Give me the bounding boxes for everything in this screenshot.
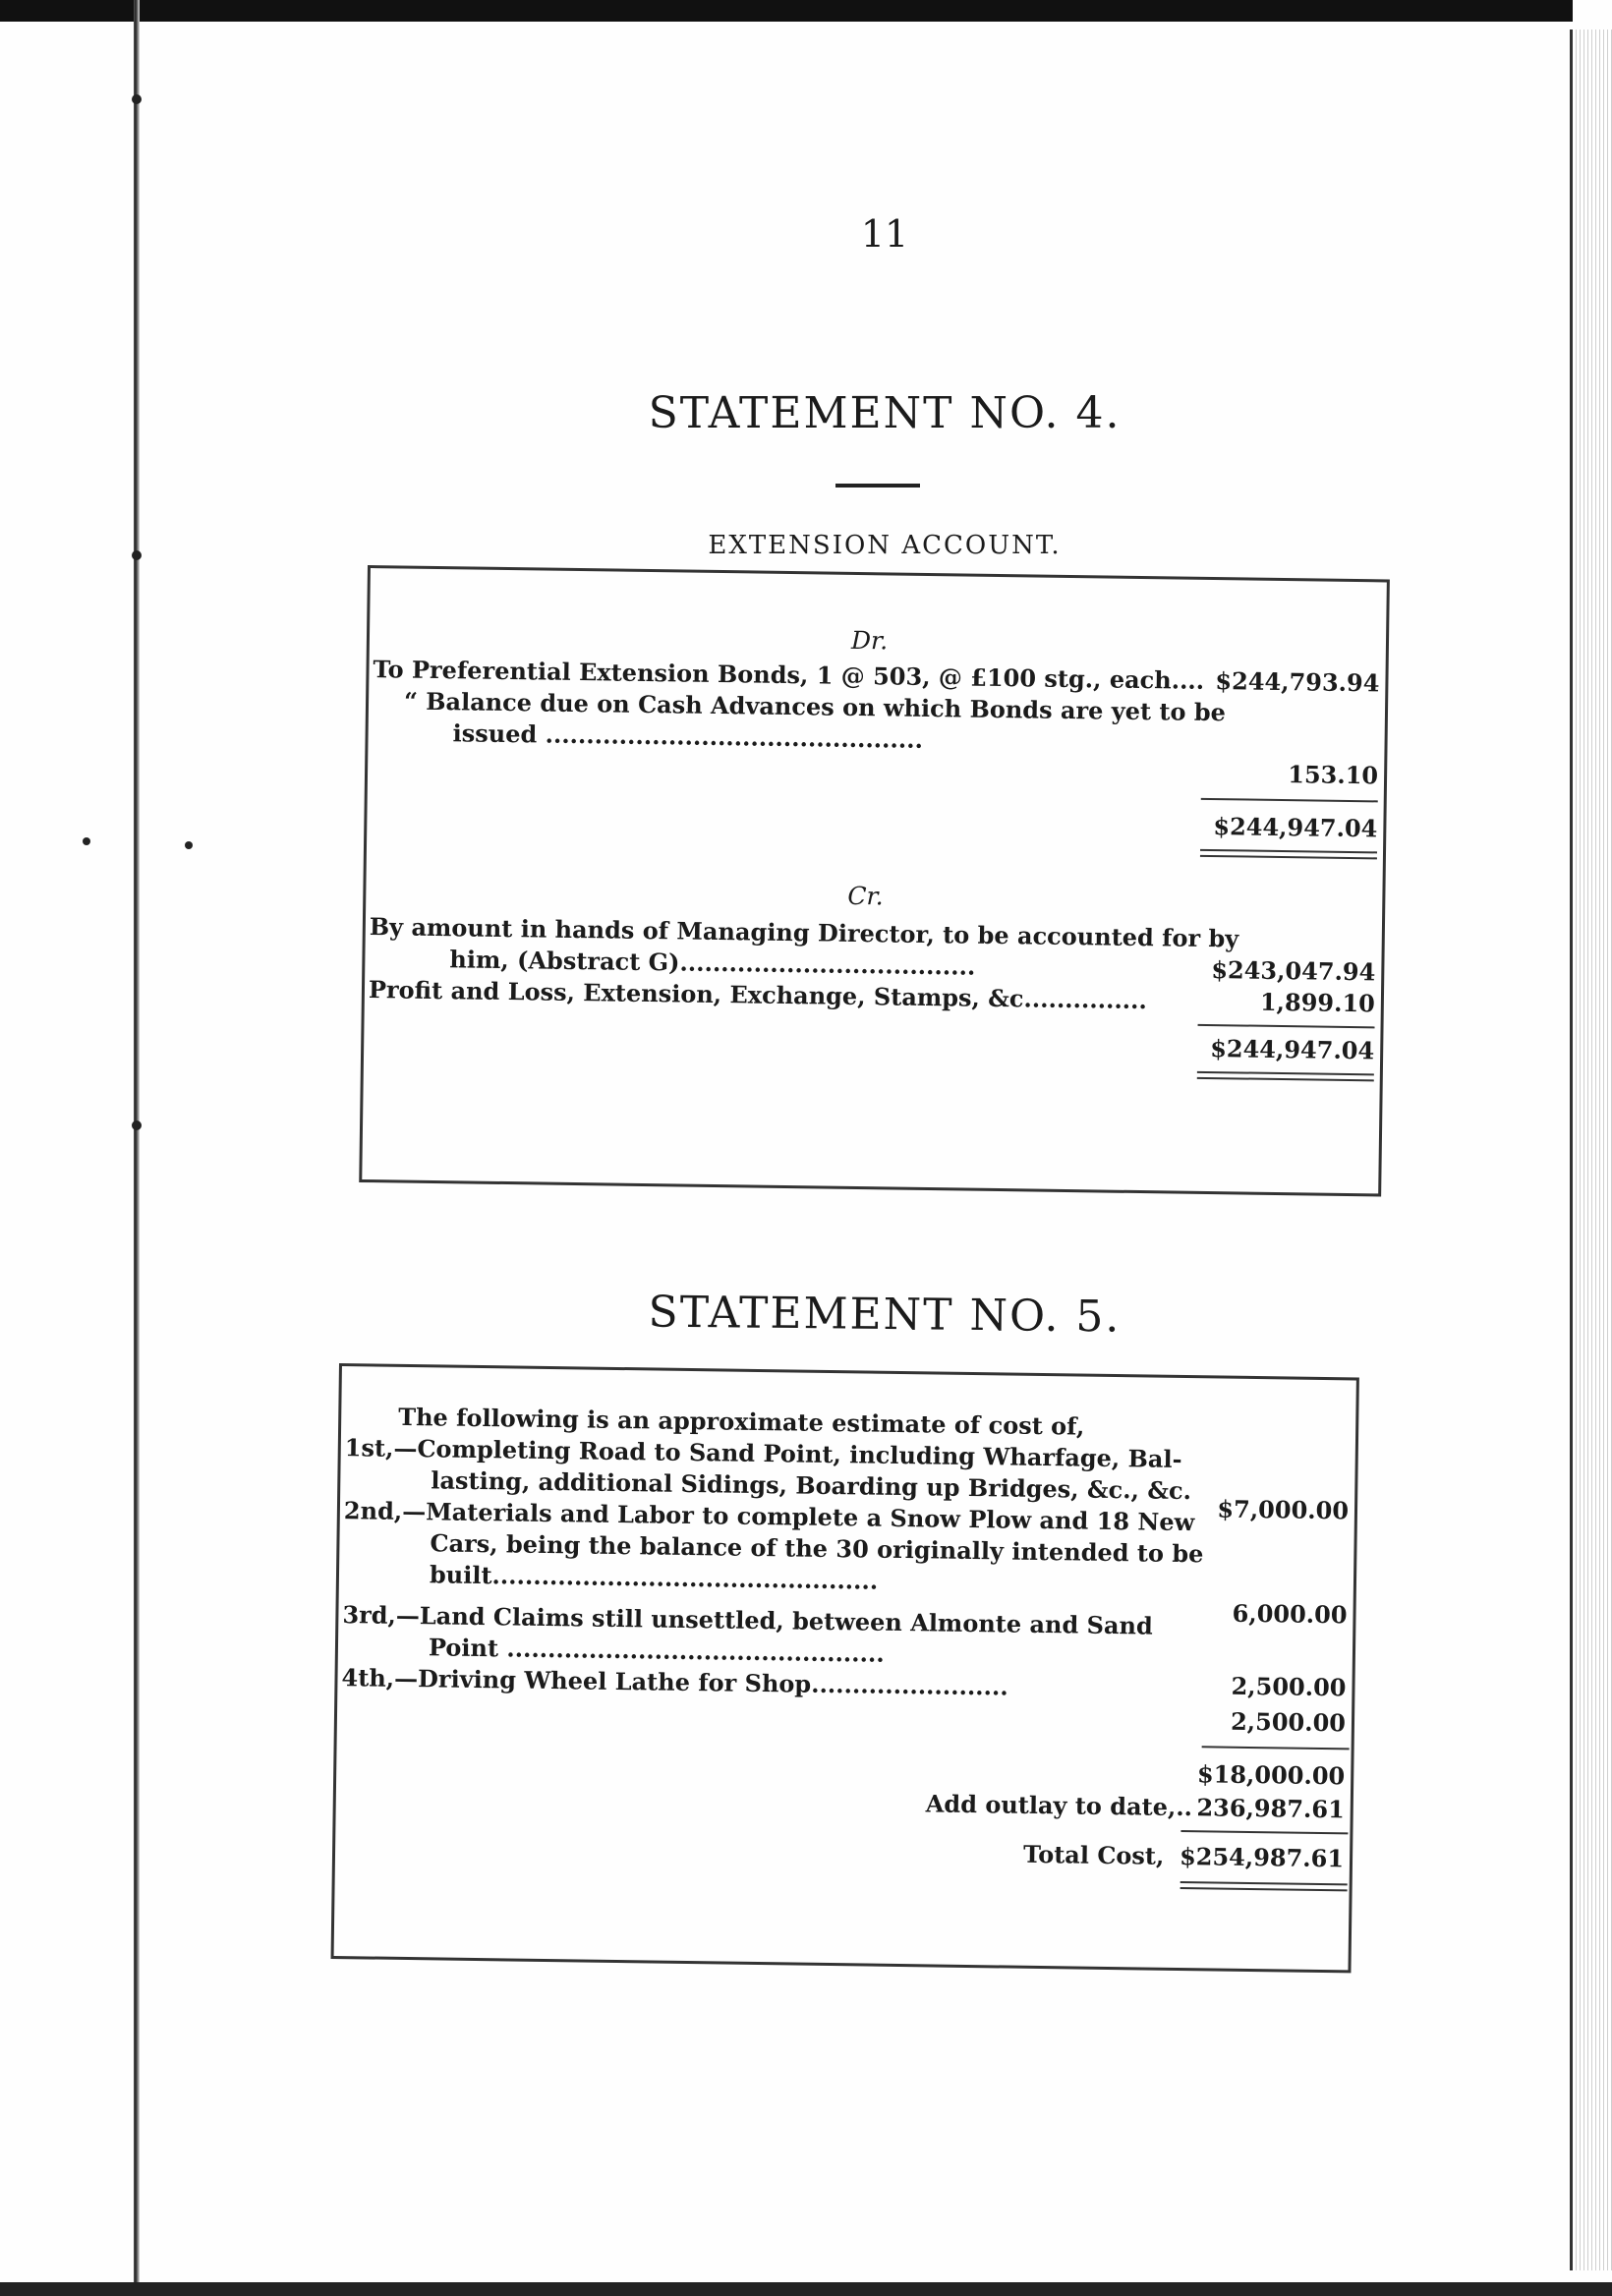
statement-4-title: STATEMENT NO. 4.	[648, 388, 1122, 438]
item-3b: Point ..............................................	[428, 1633, 885, 1668]
item-4: 4th,—Driving Wheel Lathe for Shop........................	[341, 1663, 1008, 1701]
page-number: 11	[860, 212, 909, 256]
dr-sum-rule	[1201, 798, 1378, 803]
scan-mark	[132, 1120, 142, 1130]
total-label: Total Cost,	[1022, 1839, 1165, 1870]
total-amount: $254,987.61	[1179, 1841, 1345, 1873]
cr-label: Cr.	[847, 881, 884, 911]
item-2c: built...............................................	[429, 1560, 879, 1595]
amount-2: 6,000.00	[1232, 1598, 1348, 1630]
item-2b: Cars, being the balance of the 30 originally intended to be	[430, 1528, 1204, 1569]
dr-label: Dr.	[850, 625, 889, 656]
dr-amount-2: 153.10	[1288, 760, 1379, 790]
subtotal: $18,000.00	[1196, 1759, 1346, 1791]
amount-4: 2,500.00	[1230, 1706, 1347, 1738]
item-1a: 1st,—Completing Road to Sand Point, including Wharfage, Bal-	[344, 1433, 1182, 1473]
total-double-rule	[1180, 1881, 1348, 1885]
dr-total-rule	[1200, 849, 1377, 854]
estimate-intro: The following is an approximate estimate of cost of,	[398, 1402, 1085, 1441]
cr-total-rule-double	[1197, 1077, 1374, 1082]
cr-amount-2: 1,899.10	[1259, 987, 1376, 1018]
outlay-amount: 236,987.61	[1196, 1793, 1345, 1824]
scan-mark	[83, 837, 90, 845]
scan-mark	[185, 841, 193, 849]
cr-total: $244,947.04	[1210, 1034, 1375, 1065]
item-1b: lasting, additional Sidings, Boarding up Bridges, &c., &c.	[431, 1465, 1192, 1506]
cr-total-rule	[1197, 1071, 1374, 1076]
binding-line	[134, 0, 140, 2296]
dr-line-2b: issued ..............................................	[452, 718, 924, 754]
estimate-box	[331, 1363, 1359, 1973]
item-3a: 3rd,—Land Claims still unsettled, between Almonte and Sand	[342, 1600, 1153, 1640]
cr-amount-1: $243,047.94	[1211, 955, 1376, 987]
scan-bottom-edge	[0, 2282, 1612, 2296]
item-2a: 2nd,—Materials and Labor to complete a Snow Plow and 18 New	[343, 1496, 1195, 1537]
cr-sum-rule	[1198, 1024, 1375, 1029]
amount-3: 2,500.00	[1231, 1671, 1347, 1702]
amount-1: $7,000.00	[1217, 1494, 1350, 1525]
statement-5-title: STATEMENT NO. 5.	[648, 1287, 1122, 1343]
subtotal-rule	[1202, 1746, 1350, 1750]
outlay-label: Add outlay to date,..	[925, 1789, 1193, 1822]
scan-mark	[132, 94, 142, 104]
dr-line-2a: “ Balance due on Cash Advances on which Bonds are yet to be	[403, 686, 1227, 727]
dr-amount-1: $244,793.94	[1215, 666, 1380, 698]
total-rule	[1180, 1830, 1348, 1834]
statement-4-subtitle: EXTENSION ACCOUNT.	[708, 531, 1062, 560]
extension-account-box	[359, 565, 1390, 1196]
cr-line-1b: him, (Abstract G)....................................	[449, 945, 976, 981]
dr-total: $244,947.04	[1213, 812, 1378, 843]
page-stack-edge	[1570, 29, 1612, 2270]
total-double-rule-2	[1180, 1887, 1348, 1891]
title-rule	[835, 484, 920, 488]
dr-line-1: To Preferential Extension Bonds, 1 @ 503, @ £100 stg., each....	[373, 655, 1205, 695]
scan-top-edge	[0, 0, 1573, 22]
dr-total-rule-double	[1200, 855, 1377, 860]
cr-line-2: Profit and Loss, Extension, Exchange, Stamps, &c...............	[368, 975, 1148, 1015]
cr-line-1a: By amount in hands of Managing Director, to be accounted for by	[369, 912, 1239, 953]
